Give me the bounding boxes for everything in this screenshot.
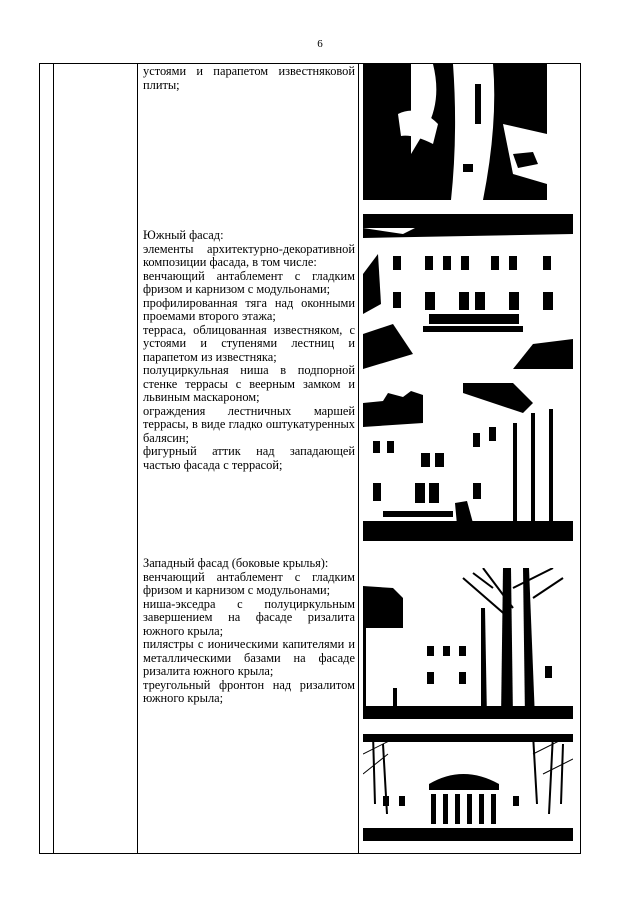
list-item: устоями и парапетом известняковой плиты; <box>143 64 355 92</box>
list-item: полуциркульная ниша в подпорной стенке террасы с веерным замком и львиным маскароном; <box>143 363 355 404</box>
text-block-continuation <box>143 65 355 92</box>
list-item: фигурный аттик над западающей частью фасада с террасой; <box>143 444 355 472</box>
list-item: ниша-экседра с полуциркульным завершением на фасаде ризалита южного крыла; <box>143 596 355 638</box>
table-column-divider-2 <box>137 64 138 853</box>
page-number: 6 <box>317 38 323 50</box>
list-item: треугольный фронтон над ризалитом южного крыла; <box>143 677 355 705</box>
section-heading: Южный фасад: <box>143 228 224 242</box>
photo-column-closeup <box>363 64 547 200</box>
photo-west-facade-trees <box>363 568 573 719</box>
list-item: венчающий антаблемент с гладким фризом и карнизом с модульонами; <box>143 268 355 296</box>
text-block-west-facade <box>143 557 355 706</box>
table-column-divider-1 <box>53 64 54 853</box>
photo-south-facade-angle <box>363 383 573 541</box>
section-heading: Западный фасад (боковые крылья): <box>143 556 329 570</box>
list-item: профилированная тяга над оконными проемами второго этажа; <box>143 295 355 323</box>
list-item: элементы архитектурно-декоративной композиции фасада, в том числе: <box>143 241 355 269</box>
list-item: ограждения лестничных маршей террасы, в виде гладко оштукатуренных балясин; <box>143 403 355 445</box>
photo-south-facade-terrace <box>363 214 573 369</box>
list-item: пилястры с ионическими капителями и металлическими базами на фасаде ризалита южного крыла; <box>143 637 355 678</box>
photo-west-facade-rotunda <box>363 734 573 841</box>
list-item: венчающий антаблемент с гладким фризом и карнизом с модульонами; <box>143 569 355 597</box>
text-block-south-facade <box>143 229 355 472</box>
list-item: терраса, облицованная известняком, с устоями и ступенями лестниц и парапетом из известняка; <box>143 322 355 364</box>
table-column-divider-3 <box>358 64 359 853</box>
